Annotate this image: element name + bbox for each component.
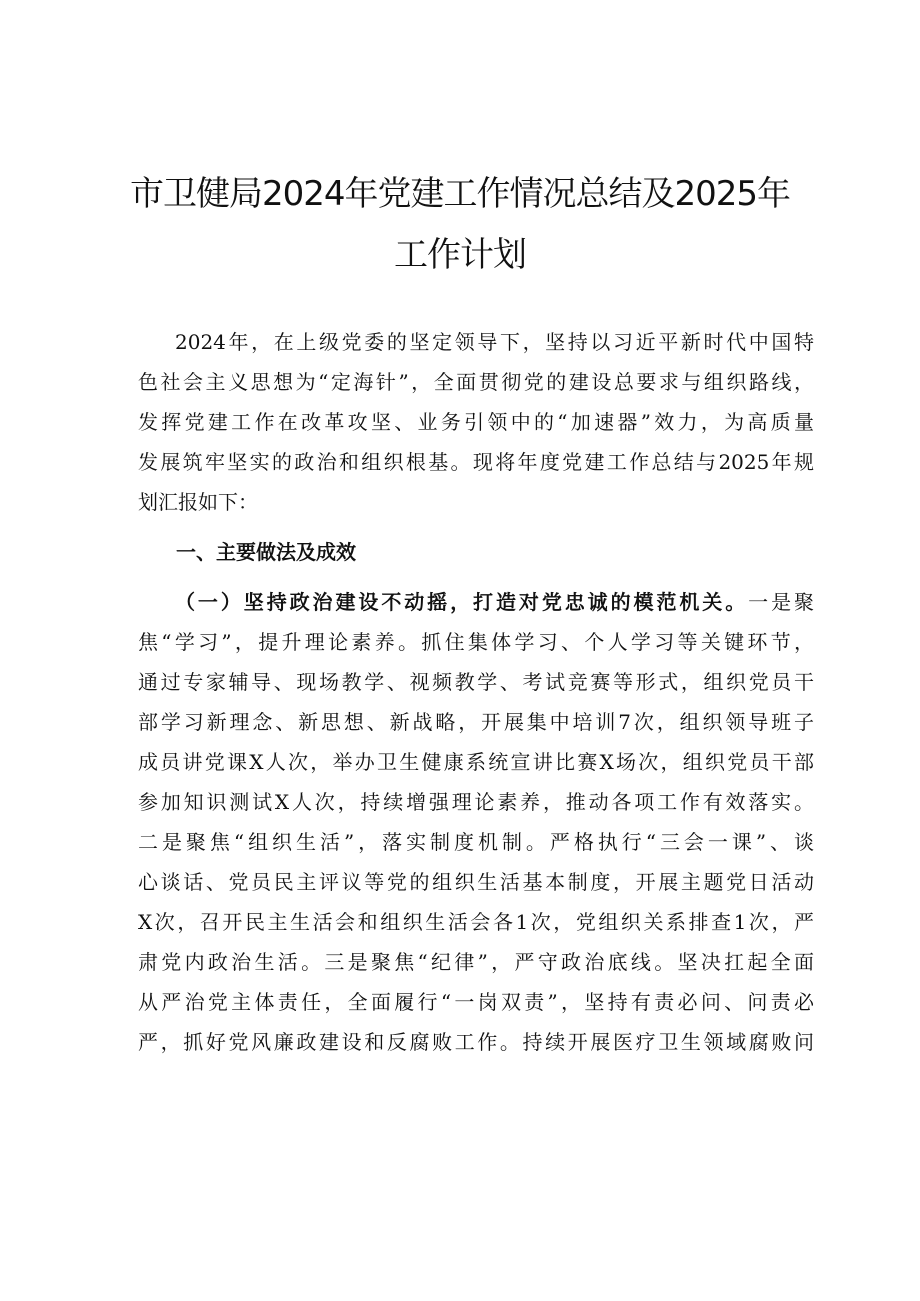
document-title-line-1: 市卫健局2024年党建工作情况总结及2025年 [129,174,791,214]
intro-line-1: 2024年，在上级党委的坚定领导下，坚持以习近平新时代中国特 [175,330,814,354]
document-title-line-2: 工作计划 [394,235,526,275]
subsection-heading-1: （一）坚持政治建设不动摇，打造对党忠诚的模范机关。 [175,590,749,614]
body-line-10: 从严治党主体责任，全面履行“一岗双责”，坚持有责必问、问责必 [138,990,814,1014]
intro-line-3: 发挥党建工作在改革攻坚、业务引领中的“加速器”效力，为高质量 [138,410,814,434]
body-line-7: 心谈话、党员民主评议等党的组织生活基本制度，开展主题党日活动 [138,870,814,894]
intro-line-5: 划汇报如下： [138,490,258,514]
body-line-3: 部学习新理念、新思想、新战略，开展集中培训7次，组织领导班子 [138,710,814,734]
body-line-8: X次，召开民主生活会和组织生活会各1次，党组织关系排查1次，严 [138,910,814,934]
subsection-heading-line [175,582,814,622]
body-line-4: 成员讲党课X人次，举办卫生健康系统宣讲比赛X场次，组织党员干部 [138,750,814,774]
body-line-11: 严，抓好党风廉政建设和反腐败工作。持续开展医疗卫生领域腐败问 [138,1030,814,1054]
body-line-2: 通过专家辅导、现场教学、视频教学、考试竞赛等形式，组织党员干 [138,670,814,694]
subsection-heading-tail: 一是聚 [748,590,815,614]
intro-line-4: 发展筑牢坚实的政治和组织根基。现将年度党建工作总结与2025年规 [138,450,814,474]
section-heading-1: 一、主要做法及成效 [176,540,356,564]
intro-line-2: 色社会主义思想为“定海针”，全面贯彻党的建设总要求与组织路线， [138,370,814,394]
body-line-9: 肃党内政治生活。三是聚焦“纪律”，严守政治底线。坚决扛起全面 [138,950,814,974]
body-line-5: 参加知识测试X人次，持续增强理论素养，推动各项工作有效落实。 [138,790,814,814]
body-line-1: 焦“学习”，提升理论素养。抓住集体学习、个人学习等关键环节， [138,630,814,654]
body-line-6: 二是聚焦“组织生活”，落实制度机制。严格执行“三会一课”、谈 [138,830,814,854]
